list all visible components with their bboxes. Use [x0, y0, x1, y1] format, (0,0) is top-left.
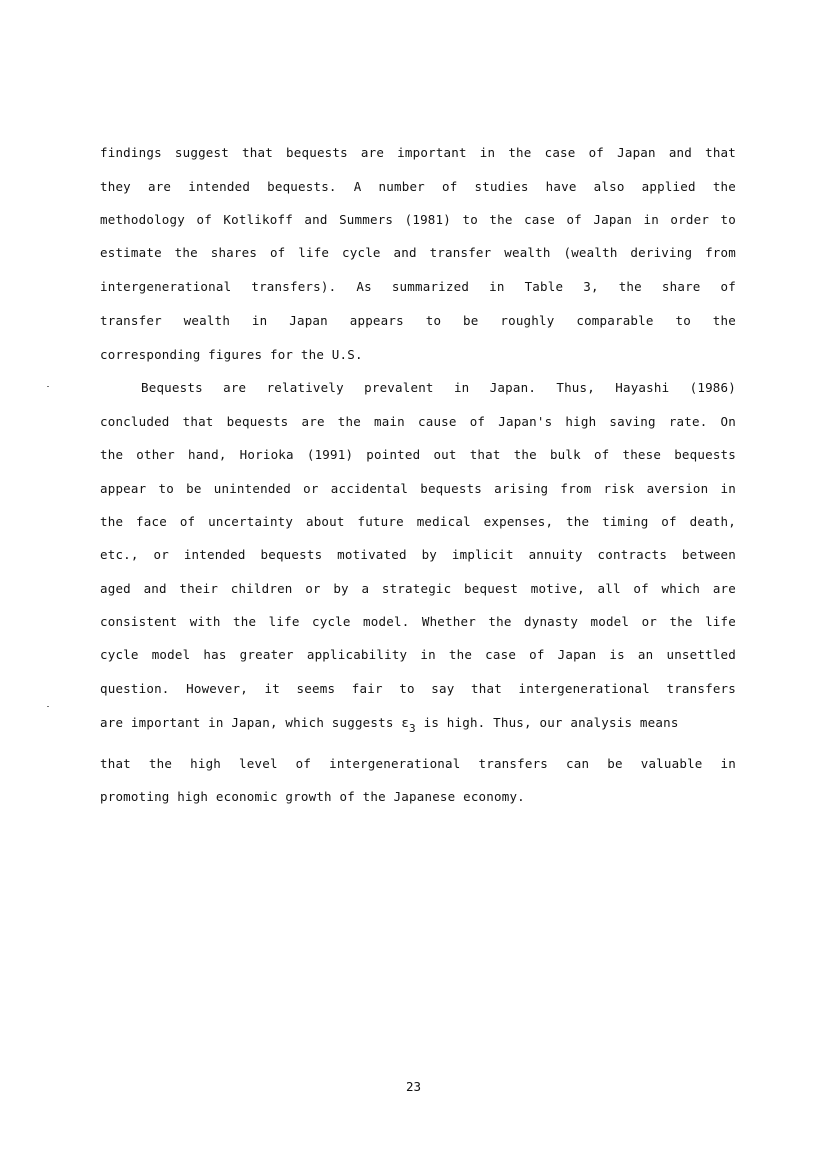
scan-margin-mark	[47, 386, 49, 387]
text-line: transfer wealth in Japan appears to be roughly comparable to the	[100, 313, 736, 328]
text-fragment: is high. Thus, our analysis means	[415, 715, 679, 730]
text-fragment: are important in Japan, which suggests	[100, 715, 402, 730]
text-line-with-formula	[100, 715, 736, 735]
page-number: 23	[405, 1079, 422, 1094]
text-line: methodology of Kotlikoff and Summers (1981) to the case of Japan in order to	[100, 212, 736, 227]
text-line: question. However, it seems fair to say that intergenerational transfers	[100, 681, 736, 696]
scan-margin-mark	[47, 706, 49, 707]
text-line: concluded that bequests are the main cause of Japan's high saving rate. On	[100, 414, 736, 429]
text-line: Bequests are relatively prevalent in Japan. Thus, Hayashi (1986)	[141, 380, 736, 395]
text-line: they are intended bequests. A number of studies have also applied the	[100, 179, 736, 194]
text-line: that the high level of intergenerational transfers can be valuable in	[100, 756, 736, 771]
text-line: consistent with the life cycle model. Whether the dynasty model or the life	[100, 614, 736, 629]
epsilon-symbol: ε	[401, 715, 410, 730]
text-line: etc., or intended bequests motivated by implicit annuity contracts between	[100, 547, 736, 562]
text-line: the face of uncertainty about future medical expenses, the timing of death,	[100, 514, 736, 529]
text-line: the other hand, Horioka (1991) pointed out that the bulk of these bequests	[100, 447, 736, 462]
text-line: corresponding figures for the U.S.	[100, 347, 363, 362]
text-line: appear to be unintended or accidental bequests arising from risk aversion in	[100, 481, 736, 496]
text-line: cycle model has greater applicability in the case of Japan is an unsettled	[100, 647, 736, 662]
text-line: intergenerational transfers). As summarized in Table 3, the share of	[100, 279, 736, 294]
text-line: findings suggest that bequests are important in the case of Japan and that	[100, 145, 736, 160]
text-line: promoting high economic growth of the Japanese economy.	[100, 789, 525, 804]
text-line: estimate the shares of life cycle and transfer wealth (wealth deriving from	[100, 245, 736, 260]
text-line: aged and their children or by a strategic bequest motive, all of which are	[100, 581, 736, 596]
subscript: 3	[409, 722, 416, 735]
